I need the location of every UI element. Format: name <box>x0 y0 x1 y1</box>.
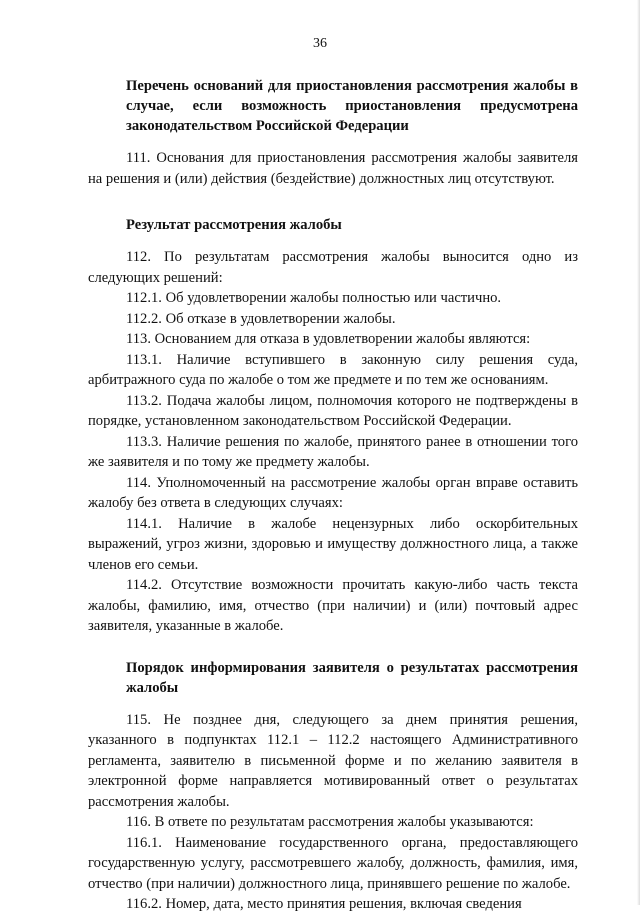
paragraph-112-1: 112.1. Об удовлетворении жалобы полностью или частично. <box>126 290 502 306</box>
paragraph-113-3: 113.3. Наличие решения по жалобе, принятого ранее в отношении того же заявителя и по тому же предмету жалобы. <box>88 433 578 470</box>
paragraph-114-1: 114.1. Наличие в жалобе нецензурных либо оскорбительных выражений, угроз жизни, здоровью и имуществу должностного лица, а также членов его семьи. <box>88 515 578 573</box>
section-heading-suspension: Перечень оснований для приостановления рассмотрения жалобы в случае, если возможность приостановления предусмотрена законодательством Российской Федерации <box>126 78 578 134</box>
paragraph-112: 112. По результатам рассмотрения жалобы выносится одно из следующих решений: <box>88 249 578 286</box>
paragraph-116-2: 116.2. Номер, дата, место принятия решения, включая сведения <box>126 896 522 912</box>
paragraph-116: 116. В ответе по результатам рассмотрения жалобы указываются: <box>126 814 534 830</box>
paragraph-113-1: 113.1. Наличие вступившего в законную силу решения суда, арбитражного суда по жалобе о том же предмете и по тем же основаниям. <box>88 351 578 388</box>
paragraph-111: 111. Основания для приостановления рассмотрения жалобы заявителя на решения и (или) действия (бездействие) должностных лиц отсутствуют. <box>88 150 578 187</box>
paragraph-114: 114. Уполномоченный на рассмотрение жалобы орган вправе оставить жалобу без ответа в следующих случаях: <box>88 474 578 511</box>
paragraph-116-1: 116.1. Наименование государственного органа, предоставляющего государственную услугу, рассмотревшего жалобу, должность, фамилия, имя, отчество (при наличии) должностного лица, принявшего решение по жалобе. <box>88 834 578 892</box>
paragraph-113: 113. Основанием для отказа в удовлетворении жалобы являются: <box>126 331 531 347</box>
page-number: 36 <box>313 36 327 51</box>
section-heading-informing: Порядок информирования заявителя о результатах рассмотрения жалобы <box>126 659 578 696</box>
paragraph-115: 115. Не позднее дня, следующего за днем принятия решения, указанного в подпунктах 112.1 – 112.2 настоящего Административного регламента, заявителю в письменной форме и по желанию заявителя в электронной форме направляется мотивированный ответ о результатах рассмотрения жалобы. <box>88 711 578 810</box>
paragraph-112-2: 112.2. Об отказе в удовлетворении жалобы. <box>126 310 396 327</box>
section-heading-result: Результат рассмотрения жалобы <box>126 217 342 233</box>
paragraph-113-2: 113.2. Подача жалобы лицом, полномочия которого не подтверждены в порядке, установленном законодательством Российской Федерации. <box>88 392 578 429</box>
paragraph-114-2: 114.2. Отсутствие возможности прочитать какую-либо часть текста жалобы, фамилию, имя, отчество (при наличии) и (или) почтовый адрес заявителя, указанные в жалобе. <box>88 577 578 634</box>
